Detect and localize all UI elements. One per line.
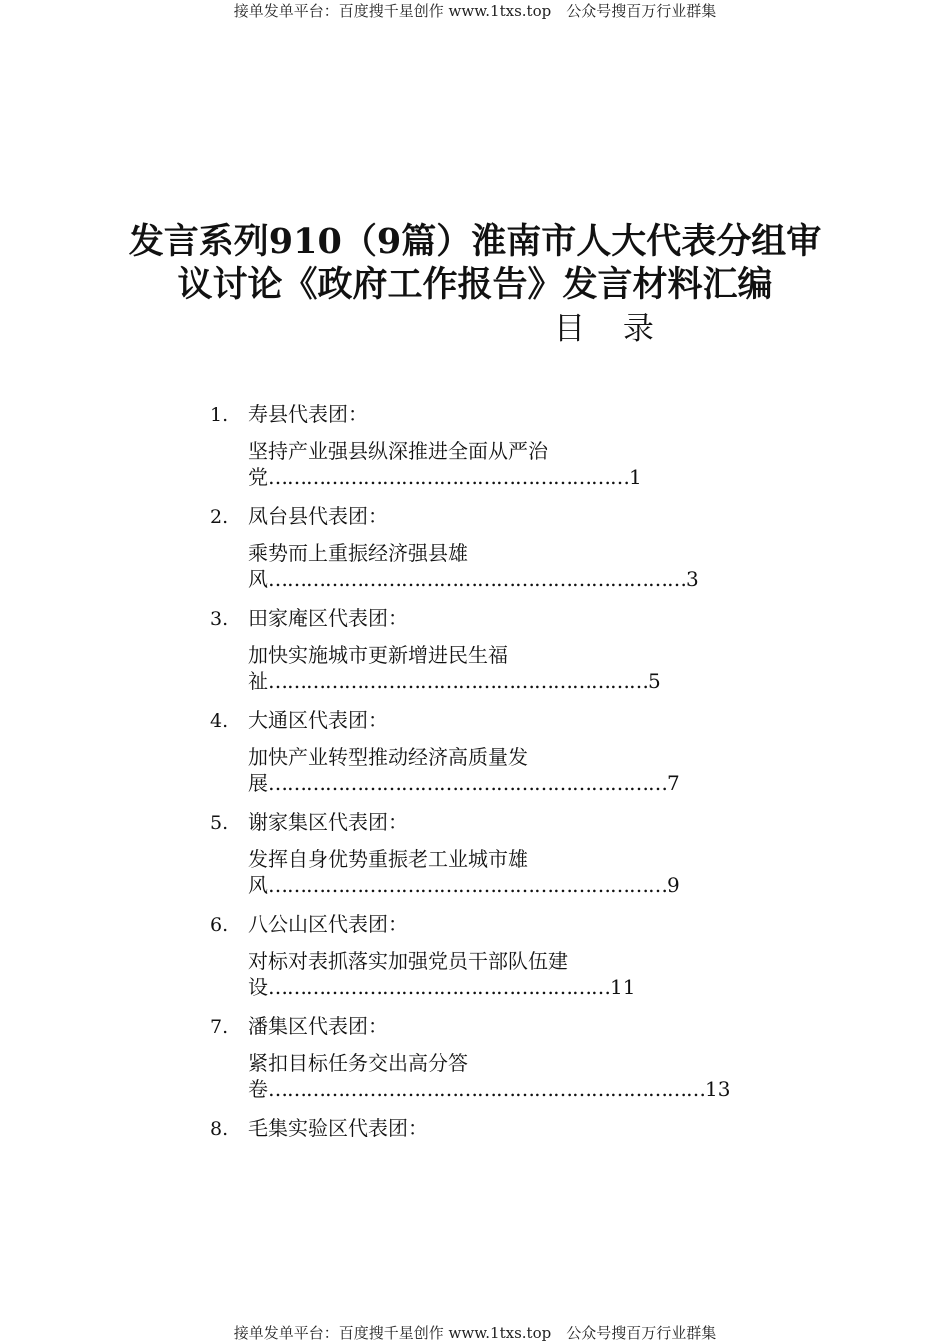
- page-footer: 接单发单平台：百度搜千星创作 www.1txs.top 公众号搜百万行业群集: [233, 1324, 717, 1342]
- toc-group-delegation: 寿县代表团：: [248, 402, 368, 426]
- toc-entry[interactable]: [248, 840, 770, 906]
- toc-entry-page: 11: [610, 975, 636, 999]
- toc-group-delegation: 八公山区代表团：: [248, 912, 408, 936]
- toc-entry-leader: …………………………………………………………: [268, 567, 686, 591]
- table-of-contents: [210, 396, 770, 1146]
- toc-entry-title-end: 风: [248, 873, 268, 897]
- toc-group: [210, 600, 770, 702]
- toc-entry-leader: ………………………………………………………: [268, 873, 667, 897]
- toc-entry-line-2: [248, 464, 770, 490]
- toc-group: [210, 804, 770, 906]
- toc-group-heading: [210, 906, 770, 942]
- toc-group-heading: [210, 396, 770, 432]
- toc-entry-leader: ………………………………………………: [268, 975, 610, 999]
- toc-group-heading: [210, 702, 770, 738]
- toc-entry-page: 5: [648, 669, 661, 693]
- toc-group-number: 7.: [210, 1016, 229, 1038]
- toc-entry-leader: ……………………………………………………………: [268, 1077, 705, 1101]
- document-title: [0, 220, 950, 306]
- document-title-line-2: 议讨论《政府工作报告》发言材料汇编: [177, 264, 773, 305]
- toc-entry[interactable]: [248, 1044, 770, 1110]
- toc-entry-title: 对标对表抓落实加强党员干部队伍建: [248, 949, 568, 973]
- toc-group-number: 2.: [210, 506, 229, 528]
- toc-group-number: 8.: [210, 1118, 229, 1140]
- toc-group-number: 4.: [210, 710, 229, 732]
- toc-entry-title-end: 党: [248, 465, 268, 489]
- toc-entry-title-end: 风: [248, 567, 268, 591]
- toc-group-heading: [210, 600, 770, 636]
- toc-group-number: 1.: [210, 404, 229, 426]
- toc-entry-title: 加快实施城市更新增进民生福: [248, 643, 508, 667]
- toc-group-number: 5.: [210, 812, 229, 834]
- toc-entry-line-2: [248, 974, 770, 1000]
- toc-group-heading: [210, 498, 770, 534]
- toc-group-delegation: 潘集区代表团：: [248, 1014, 388, 1038]
- toc-entry[interactable]: [248, 738, 770, 804]
- toc-entry-leader: …………………………………………………: [268, 465, 629, 489]
- toc-group: [210, 396, 770, 498]
- toc-entry-line-2: [248, 668, 770, 694]
- toc-group-number: 6.: [210, 914, 229, 936]
- toc-entry-title: 发挥自身优势重振老工业城市雄: [248, 847, 528, 871]
- toc-group: [210, 1110, 770, 1146]
- toc-group-heading: [210, 804, 770, 840]
- toc-entry-title: 紧扣目标任务交出高分答: [248, 1051, 468, 1075]
- toc-entry-title: 乘势而上重振经济强县雄: [248, 541, 468, 565]
- toc-entry-line-2: [248, 872, 770, 898]
- toc-entry[interactable]: [248, 636, 770, 702]
- toc-entry-title-end: 祉: [248, 669, 268, 693]
- toc-group: [210, 702, 770, 804]
- toc-entry-page: 3: [686, 567, 699, 591]
- toc-group-delegation: 凤台县代表团：: [248, 504, 388, 528]
- toc-entry-page: 7: [667, 771, 680, 795]
- toc-entry-title-end: 展: [248, 771, 268, 795]
- toc-entry-title: 坚持产业强县纵深推进全面从严治: [248, 439, 548, 463]
- toc-group-number: 3.: [210, 608, 229, 630]
- toc-group-delegation: 谢家集区代表团：: [248, 810, 408, 834]
- toc-group-heading: [210, 1110, 770, 1146]
- toc-group-delegation: 田家庵区代表团：: [248, 606, 408, 630]
- page-header: 接单发单平台：百度搜千星创作 www.1txs.top 公众号搜百万行业群集: [233, 2, 717, 20]
- toc-entry-line-2: [248, 566, 770, 592]
- toc-group-delegation: 大通区代表团：: [248, 708, 388, 732]
- toc-entry-leader: ……………………………………………………: [268, 669, 648, 693]
- toc-entry[interactable]: [248, 942, 770, 1008]
- document-title-line-1: 发言系列910（9篇）淮南市人大代表分组审: [128, 221, 822, 262]
- toc-entry-title: 加快产业转型推动经济高质量发: [248, 745, 528, 769]
- toc-entry-title-end: 卷: [248, 1077, 268, 1101]
- toc-group-delegation: 毛集实验区代表团：: [248, 1116, 428, 1140]
- toc-entry[interactable]: [248, 432, 770, 498]
- toc-group: [210, 498, 770, 600]
- toc-entry-leader: ………………………………………………………: [268, 771, 667, 795]
- toc-entry[interactable]: [248, 534, 770, 600]
- toc-entry-page: 9: [667, 873, 680, 897]
- toc-heading: 目 录: [554, 311, 668, 347]
- toc-entry-line-2: [248, 1076, 770, 1102]
- toc-group: [210, 906, 770, 1008]
- toc-entry-page: 1: [629, 465, 642, 489]
- toc-group: [210, 1008, 770, 1110]
- toc-group-heading: [210, 1008, 770, 1044]
- toc-entry-title-end: 设: [248, 975, 268, 999]
- toc-entry-line-2: [248, 770, 770, 796]
- toc-entry-page: 13: [705, 1077, 731, 1101]
